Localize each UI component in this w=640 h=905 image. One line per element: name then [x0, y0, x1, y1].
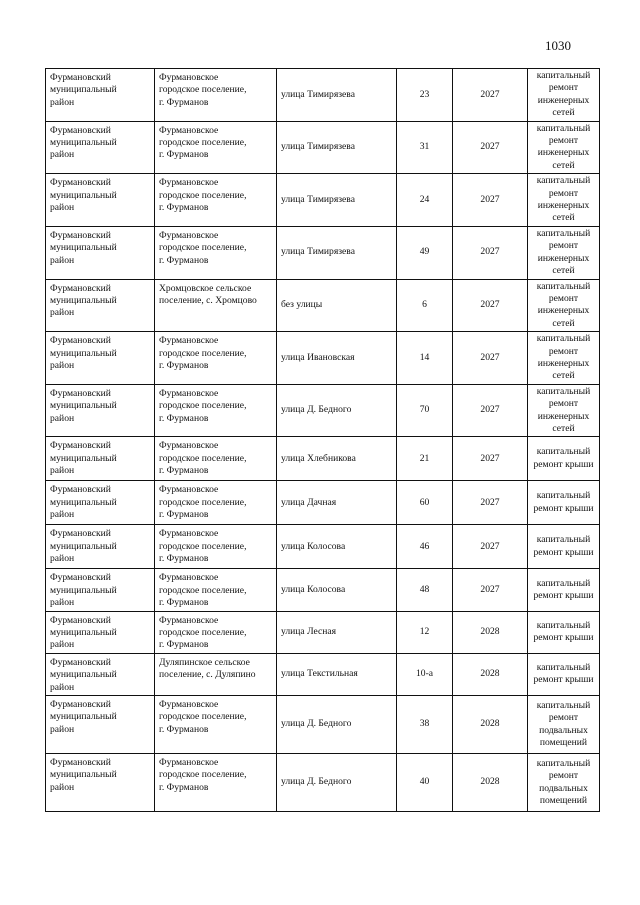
cell-work-type	[528, 754, 600, 812]
table-row	[46, 384, 600, 437]
cell-year	[453, 754, 528, 812]
cell-district	[46, 525, 155, 569]
cell-work-type-text: капитальный ремонт крыши	[533, 446, 594, 470]
cell-settlement-text: Фурмановское городское поселение, г. Фурманов	[159, 528, 247, 565]
cell-year	[453, 69, 528, 122]
cell-work-type	[528, 569, 600, 611]
cell-district	[46, 481, 155, 525]
cell-district-text: Фурмановский муниципальный район	[50, 528, 117, 565]
cell-year	[453, 611, 528, 653]
cell-settlement-text: Фурмановское городское поселение, г. Фурманов	[159, 229, 247, 266]
cell-settlement-text: Фурмановское городское поселение, г. Фурманов	[159, 440, 247, 477]
cell-street	[277, 525, 397, 569]
cell-house-number-text: 10-а	[415, 668, 434, 680]
cell-street-text: улица Тимирязева	[281, 193, 355, 205]
cell-street	[277, 121, 397, 174]
cell-work-type-text: капитальный ремонт инженерных сетей	[536, 70, 591, 119]
cell-work-type-text: капитальный ремонт крыши	[533, 490, 594, 514]
cell-settlement	[155, 481, 277, 525]
cell-house-number	[397, 121, 453, 174]
cell-settlement	[155, 696, 277, 754]
table-row	[46, 611, 600, 653]
table-row	[46, 332, 600, 385]
cell-year	[453, 332, 528, 385]
cell-street	[277, 653, 397, 695]
cell-house-number	[397, 525, 453, 569]
table-row	[46, 226, 600, 279]
cell-work-type-text: капитальный ремонт крыши	[533, 662, 594, 686]
cell-house-number-text: 49	[419, 246, 430, 258]
cell-street-text: улица Колосова	[281, 583, 346, 595]
cell-year	[453, 121, 528, 174]
cell-year-text: 2027	[480, 404, 500, 416]
cell-district-text: Фурмановский муниципальный район	[50, 72, 117, 108]
cell-settlement-text: Хромцовское сельское поселение, с. Хромцово	[159, 282, 257, 306]
cell-district-text: Фурмановский муниципальный район	[50, 484, 117, 521]
cell-year-text: 2028	[480, 668, 500, 680]
cell-district	[46, 569, 155, 611]
cell-work-type	[528, 696, 600, 754]
cell-district-text: Фурмановский муниципальный район	[50, 699, 117, 735]
cell-street	[277, 174, 397, 227]
cell-street-text: без улицы	[281, 299, 323, 311]
cell-street-text: улица Ивановская	[281, 351, 355, 363]
cell-house-number-text: 40	[419, 776, 430, 788]
cell-district-text: Фурмановский муниципальный район	[50, 229, 117, 266]
cell-street	[277, 384, 397, 437]
cell-house-number	[397, 279, 453, 332]
cell-street-text: улица Тимирязева	[281, 246, 355, 258]
cell-district	[46, 653, 155, 695]
cell-settlement-text: Фурмановское городское поселение, г. Фурманов	[159, 572, 247, 609]
cell-settlement	[155, 332, 277, 385]
table-row	[46, 437, 600, 481]
cell-settlement	[155, 569, 277, 611]
cell-house-number-text: 31	[419, 141, 430, 153]
cell-district-text: Фурмановский муниципальный район	[50, 656, 117, 693]
cell-year-text: 2027	[480, 193, 500, 205]
cell-work-type	[528, 332, 600, 385]
table-body	[46, 69, 600, 812]
cell-settlement-text: Фурмановское городское поселение, г. Фурманов	[159, 124, 247, 161]
cell-settlement-text: Фурмановское городское поселение, г. Фурманов	[159, 177, 247, 214]
cell-work-type-text: капитальный ремонт крыши	[533, 619, 594, 644]
cell-work-type	[528, 226, 600, 279]
cell-year-text: 2027	[480, 88, 500, 100]
cell-year-text: 2027	[480, 141, 500, 153]
cell-district-text: Фурмановский муниципальный район	[50, 124, 117, 161]
cell-work-type	[528, 121, 600, 174]
cell-district	[46, 384, 155, 437]
cell-year-text: 2027	[480, 496, 500, 508]
cell-year-text: 2028	[480, 776, 500, 788]
cell-street-text: улица Дачная	[281, 496, 337, 508]
cell-settlement-text: Фурмановское городское поселение, г. Фурманов	[159, 335, 247, 371]
cell-house-number-text: 23	[419, 88, 430, 100]
cell-year	[453, 696, 528, 754]
cell-house-number-text: 12	[419, 626, 430, 637]
cell-house-number-text: 38	[419, 718, 430, 730]
cell-settlement	[155, 754, 277, 812]
cell-district	[46, 226, 155, 279]
cell-work-type	[528, 174, 600, 227]
cell-street	[277, 696, 397, 754]
cell-house-number-text: 14	[419, 351, 430, 363]
cell-street-text: улица Тимирязева	[281, 141, 355, 153]
table-row	[46, 481, 600, 525]
table-row	[46, 69, 600, 122]
cell-house-number	[397, 226, 453, 279]
cell-settlement	[155, 174, 277, 227]
cell-year	[453, 384, 528, 437]
cell-house-number	[397, 384, 453, 437]
cell-house-number	[397, 174, 453, 227]
cell-house-number-text: 70	[419, 404, 430, 416]
cell-district-text: Фурмановский муниципальный район	[50, 614, 117, 651]
cell-district	[46, 69, 155, 122]
cell-house-number	[397, 569, 453, 611]
cell-street	[277, 481, 397, 525]
cell-house-number-text: 46	[419, 540, 430, 552]
cell-year-text: 2027	[480, 540, 500, 552]
cell-house-number-text: 24	[419, 193, 430, 205]
cell-year	[453, 481, 528, 525]
table-row	[46, 696, 600, 754]
cell-street-text: улица Д. Бедного	[281, 776, 352, 788]
cell-year-text: 2027	[480, 246, 500, 258]
cell-work-type-text: капитальный ремонт инженерных сетей	[536, 280, 591, 329]
cell-settlement	[155, 384, 277, 437]
cell-settlement-text: Фурмановское городское поселение, г. Фурманов	[159, 614, 247, 651]
cell-settlement	[155, 525, 277, 569]
cell-work-type	[528, 525, 600, 569]
cell-year	[453, 569, 528, 611]
cell-street-text: улица Д. Бедного	[281, 404, 352, 416]
table-row	[46, 174, 600, 227]
table-row	[46, 525, 600, 569]
cell-year	[453, 174, 528, 227]
cell-work-type-text: капитальный ремонт подвальных помещений	[536, 757, 591, 806]
table-row	[46, 121, 600, 174]
cell-house-number-text: 6	[422, 299, 427, 311]
cell-work-type	[528, 69, 600, 122]
cell-settlement	[155, 121, 277, 174]
cell-house-number	[397, 332, 453, 385]
cell-district-text: Фурмановский муниципальный район	[50, 757, 117, 793]
cell-year-text: 2027	[480, 583, 500, 595]
cell-settlement	[155, 226, 277, 279]
cell-settlement-text: Фурмановское городское поселение, г. Фурманов	[159, 757, 247, 793]
cell-street	[277, 226, 397, 279]
cell-settlement-text: Фурмановское городское поселение, г. Фурманов	[159, 72, 247, 108]
cell-work-type-text: капитальный ремонт подвальных помещений	[536, 699, 591, 748]
cell-street	[277, 279, 397, 332]
cell-work-type-text: капитальный ремонт инженерных сетей	[536, 333, 591, 382]
cell-house-number-text: 21	[419, 452, 430, 464]
cell-district	[46, 174, 155, 227]
cell-street-text: улица Тимирязева	[281, 88, 355, 100]
cell-street	[277, 569, 397, 611]
cell-street	[277, 69, 397, 122]
cell-settlement	[155, 69, 277, 122]
cell-work-type	[528, 481, 600, 525]
cell-house-number-text: 60	[419, 496, 430, 508]
cell-street	[277, 611, 397, 653]
table-row	[46, 279, 600, 332]
cell-year-text: 2028	[480, 718, 500, 730]
cell-work-type	[528, 653, 600, 695]
cell-street	[277, 332, 397, 385]
cell-district	[46, 121, 155, 174]
cell-house-number-text: 48	[419, 583, 430, 595]
cell-work-type-text: капитальный ремонт инженерных сетей	[536, 227, 591, 277]
cell-year-text: 2028	[480, 626, 500, 637]
cell-year	[453, 525, 528, 569]
cell-house-number	[397, 481, 453, 525]
cell-year	[453, 279, 528, 332]
cell-settlement	[155, 611, 277, 653]
cell-house-number	[397, 653, 453, 695]
cell-district-text: Фурмановский муниципальный район	[50, 572, 117, 609]
cell-street-text: улица Колосова	[281, 540, 346, 552]
cell-work-type-text: капитальный ремонт инженерных сетей	[536, 385, 591, 434]
table-row	[46, 754, 600, 812]
cell-work-type	[528, 611, 600, 653]
page-number: 1030	[545, 38, 571, 53]
cell-street-text: улица Д. Бедного	[281, 718, 352, 730]
cell-settlement-text: Фурмановское городское поселение, г. Фурманов	[159, 387, 247, 424]
cell-settlement	[155, 437, 277, 481]
cell-street-text: улица Хлебникова	[281, 452, 356, 464]
cell-district	[46, 437, 155, 481]
cell-street-text: улица Текстильная	[281, 668, 358, 680]
cell-work-type	[528, 279, 600, 332]
repair-schedule-table	[45, 68, 600, 812]
cell-street	[277, 437, 397, 481]
cell-work-type-text: капитальный ремонт инженерных сетей	[536, 122, 591, 171]
cell-house-number	[397, 69, 453, 122]
cell-year	[453, 653, 528, 695]
cell-district	[46, 332, 155, 385]
cell-work-type-text: капитальный ремонт инженерных сетей	[536, 175, 591, 224]
cell-settlement	[155, 653, 277, 695]
cell-work-type	[528, 384, 600, 437]
cell-district-text: Фурмановский муниципальный район	[50, 335, 117, 371]
cell-house-number	[397, 437, 453, 481]
cell-district	[46, 611, 155, 653]
table-row	[46, 569, 600, 611]
cell-work-type	[528, 437, 600, 481]
cell-street	[277, 754, 397, 812]
cell-district	[46, 696, 155, 754]
table-row	[46, 653, 600, 695]
cell-district-text: Фурмановский муниципальный район	[50, 440, 117, 477]
cell-settlement-text: Фурмановское городское поселение, г. Фурманов	[159, 699, 247, 735]
cell-settlement-text: Дуляпинское сельское поселение, с. Дуляпино	[159, 656, 256, 681]
cell-work-type-text: капитальный ремонт крыши	[533, 577, 594, 601]
cell-district-text: Фурмановский муниципальный район	[50, 387, 117, 424]
cell-settlement-text: Фурмановское городское поселение, г. Фурманов	[159, 484, 247, 521]
cell-district	[46, 754, 155, 812]
cell-street-text: улица Лесная	[281, 626, 337, 637]
cell-district-text: Фурмановский муниципальный район	[50, 282, 117, 319]
cell-district	[46, 279, 155, 332]
cell-year	[453, 226, 528, 279]
cell-year	[453, 437, 528, 481]
cell-house-number	[397, 611, 453, 653]
cell-year-text: 2027	[480, 299, 500, 311]
cell-house-number	[397, 696, 453, 754]
cell-year-text: 2027	[480, 452, 500, 464]
cell-work-type-text: капитальный ремонт крыши	[533, 534, 594, 558]
cell-district-text: Фурмановский муниципальный район	[50, 177, 117, 214]
cell-house-number	[397, 754, 453, 812]
cell-settlement	[155, 279, 277, 332]
cell-year-text: 2027	[480, 351, 500, 363]
